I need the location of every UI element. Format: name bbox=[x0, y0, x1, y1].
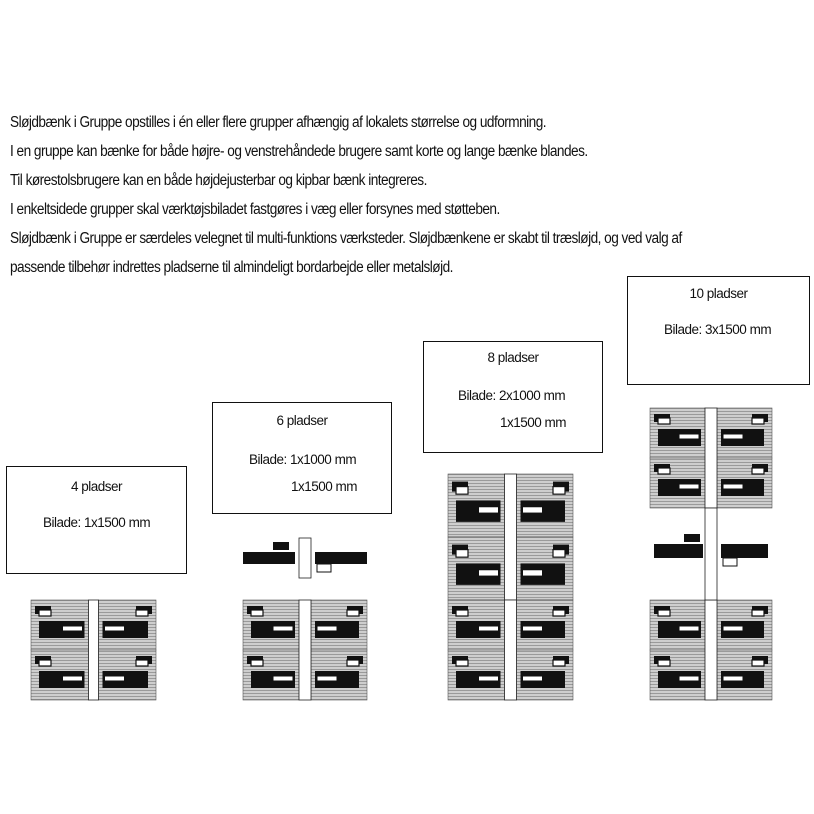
workbench bbox=[448, 600, 505, 650]
tool-tray bbox=[705, 600, 717, 700]
tool-tray bbox=[299, 538, 311, 578]
workbench bbox=[243, 650, 299, 700]
workbench bbox=[717, 650, 772, 700]
workbench bbox=[650, 408, 705, 458]
bilade-line: Bilade: 3x1500 mm bbox=[664, 322, 772, 337]
workbench bbox=[654, 534, 703, 558]
bilade-line: 1x1500 mm bbox=[291, 479, 358, 494]
tool-tray bbox=[705, 508, 717, 600]
workbench bbox=[99, 650, 157, 700]
workbench bbox=[243, 600, 299, 650]
description-line: I enkeltsidede grupper skal værktøjsbiladet fastgøres i væg eller forsynes med støtteben. bbox=[10, 201, 500, 218]
workbench bbox=[448, 650, 505, 700]
workbench bbox=[448, 474, 505, 537]
tool-tray bbox=[505, 600, 517, 700]
workbench bbox=[31, 600, 89, 650]
workbench bbox=[31, 650, 89, 700]
workbench bbox=[717, 458, 772, 508]
workbench bbox=[448, 537, 505, 600]
workbench bbox=[721, 544, 768, 566]
workbench bbox=[517, 650, 574, 700]
description-line: Sløjdbænk i Gruppe opstilles i én eller flere grupper afhængig af lokalets størrelse og udformning. bbox=[10, 114, 547, 131]
group-title: 10 pladser bbox=[689, 286, 748, 301]
group-title: 6 pladser bbox=[276, 413, 328, 428]
workbench bbox=[311, 650, 367, 700]
workbench bbox=[99, 600, 157, 650]
workbench bbox=[517, 537, 574, 600]
group-title: 8 pladser bbox=[487, 350, 539, 365]
workbench bbox=[315, 552, 367, 572]
tool-tray bbox=[89, 600, 99, 700]
workbench bbox=[717, 600, 772, 650]
bilade-line: 1x1500 mm bbox=[500, 415, 567, 430]
description-line: I en gruppe kan bænke for både højre- og venstrehåndede brugere samt korte og lange bænke blandes. bbox=[10, 143, 588, 160]
bilade-line: Bilade: 1x1500 mm bbox=[43, 515, 151, 530]
workbench bbox=[517, 600, 574, 650]
description-line: Til kørestolsbrugere kan en både højdejusterbar og kipbar bænk integreres. bbox=[10, 172, 427, 189]
bilade-line: Bilade: 1x1000 mm bbox=[249, 452, 357, 467]
tool-tray bbox=[299, 600, 311, 700]
description-line: Sløjdbænk i Gruppe er særdeles velegnet til multi-funktions værksteder. Sløjdbænkene er skabt til træsløjd, og ved valg af bbox=[10, 230, 682, 247]
workbench bbox=[243, 542, 295, 564]
tool-tray bbox=[505, 474, 517, 600]
tool-tray bbox=[705, 408, 717, 508]
workbench bbox=[311, 600, 367, 650]
workbench bbox=[517, 474, 574, 537]
bilade-line: Bilade: 2x1000 mm bbox=[458, 388, 566, 403]
description-line: passende tilbehør indrettes pladserne til almindeligt bordarbejde eller metalsløjd. bbox=[10, 259, 453, 276]
workbench bbox=[717, 408, 772, 458]
group-title: 4 pladser bbox=[70, 479, 123, 494]
workbench bbox=[650, 600, 705, 650]
workbench bbox=[650, 650, 705, 700]
workbench bbox=[650, 458, 705, 508]
